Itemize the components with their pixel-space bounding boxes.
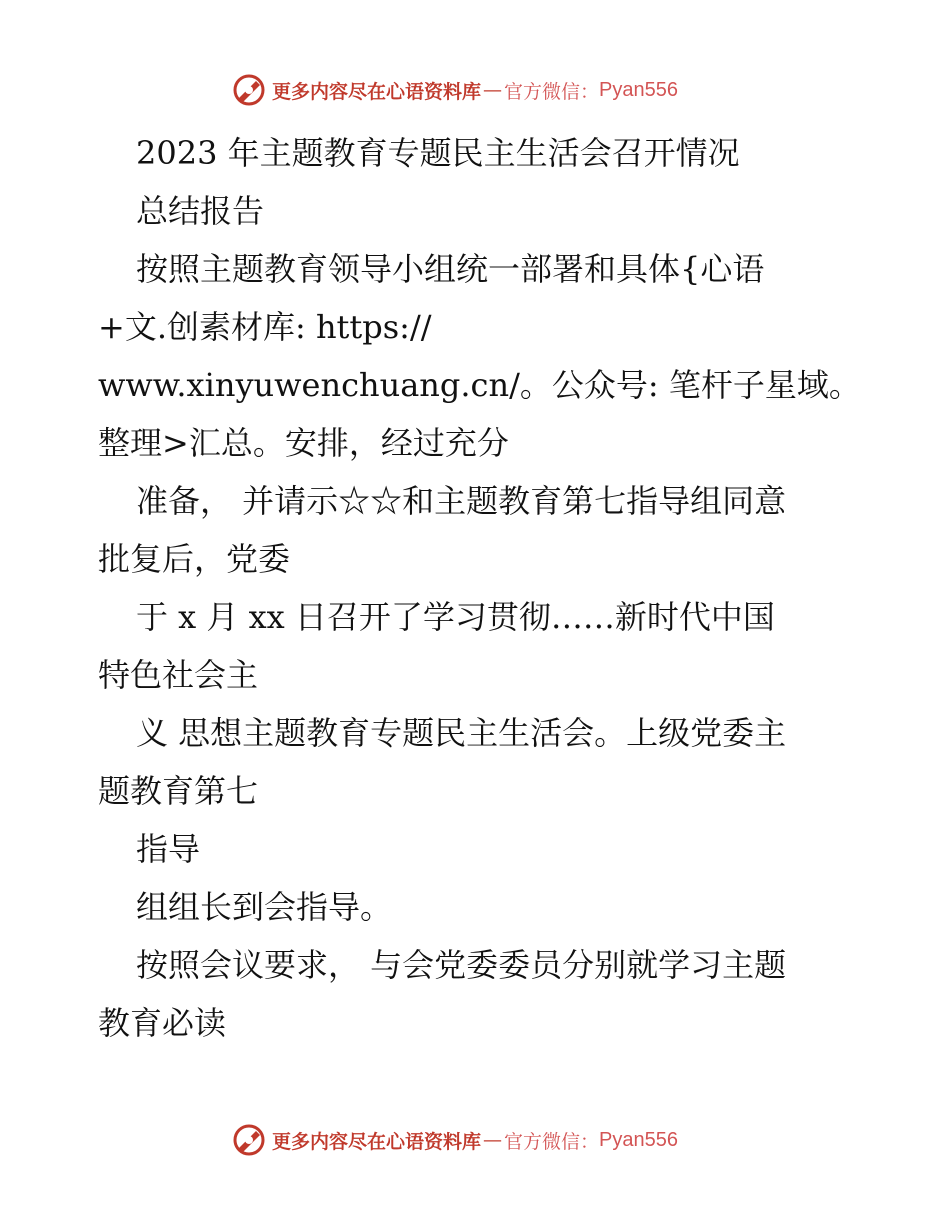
paragraph-line: 于 x 月 xx 日召开了学习贯彻……新时代中国 (136, 598, 775, 636)
paragraph-line: 指导 (136, 830, 201, 868)
pen-logo-icon (232, 73, 266, 107)
pen-logo-icon (232, 1123, 266, 1157)
paragraph-line: 特色社会主 (98, 656, 259, 694)
paragraph-line: 准备， 并请示☆☆和主题教育第七指导组同意 (136, 482, 787, 520)
paragraph-line: 组组长到会指导。 (136, 888, 393, 926)
paragraph-line: 整理>汇总。安排，经过充分 (98, 424, 509, 462)
wechat-id: Pyan556 (599, 78, 678, 101)
paragraph-line: 批复后，党委 (98, 540, 291, 578)
title-line-2: 总结报告 (136, 192, 265, 230)
wechat-label: 官方微信： (504, 1130, 600, 1153)
paragraph-line: 按照主题教育领导小组统一部署和具体{心语 (136, 250, 765, 288)
paragraph-line: 义 思想主题教育专题民主生活会。上级党委主 (136, 714, 787, 752)
banner-separator: — (483, 1129, 503, 1151)
paragraph-line: 题教育第七 (98, 772, 259, 810)
paragraph-line: +文.创素材库: https:// (98, 308, 432, 346)
paragraph-line: 教育必读 (98, 1004, 227, 1042)
wechat-label: 官方微信： (504, 80, 600, 103)
site-name-text: 更多内容尽在心语资料库 (272, 1130, 482, 1153)
footer-watermark-banner (232, 1122, 678, 1158)
site-name-text: 更多内容尽在心语资料库 (272, 80, 482, 103)
header-watermark-banner (232, 72, 678, 108)
banner-separator: — (483, 79, 503, 101)
document-body (98, 124, 898, 1052)
title-line-1: 2023 年主题教育专题民主生活会召开情况 (136, 134, 740, 172)
wechat-id: Pyan556 (599, 1128, 678, 1151)
paragraph-line: www.xinyuwenchuang.cn/。公众号: 笔杆子星域。 (98, 366, 861, 404)
paragraph-line: 按照会议要求， 与会党委委员分别就学习主题 (136, 946, 787, 984)
